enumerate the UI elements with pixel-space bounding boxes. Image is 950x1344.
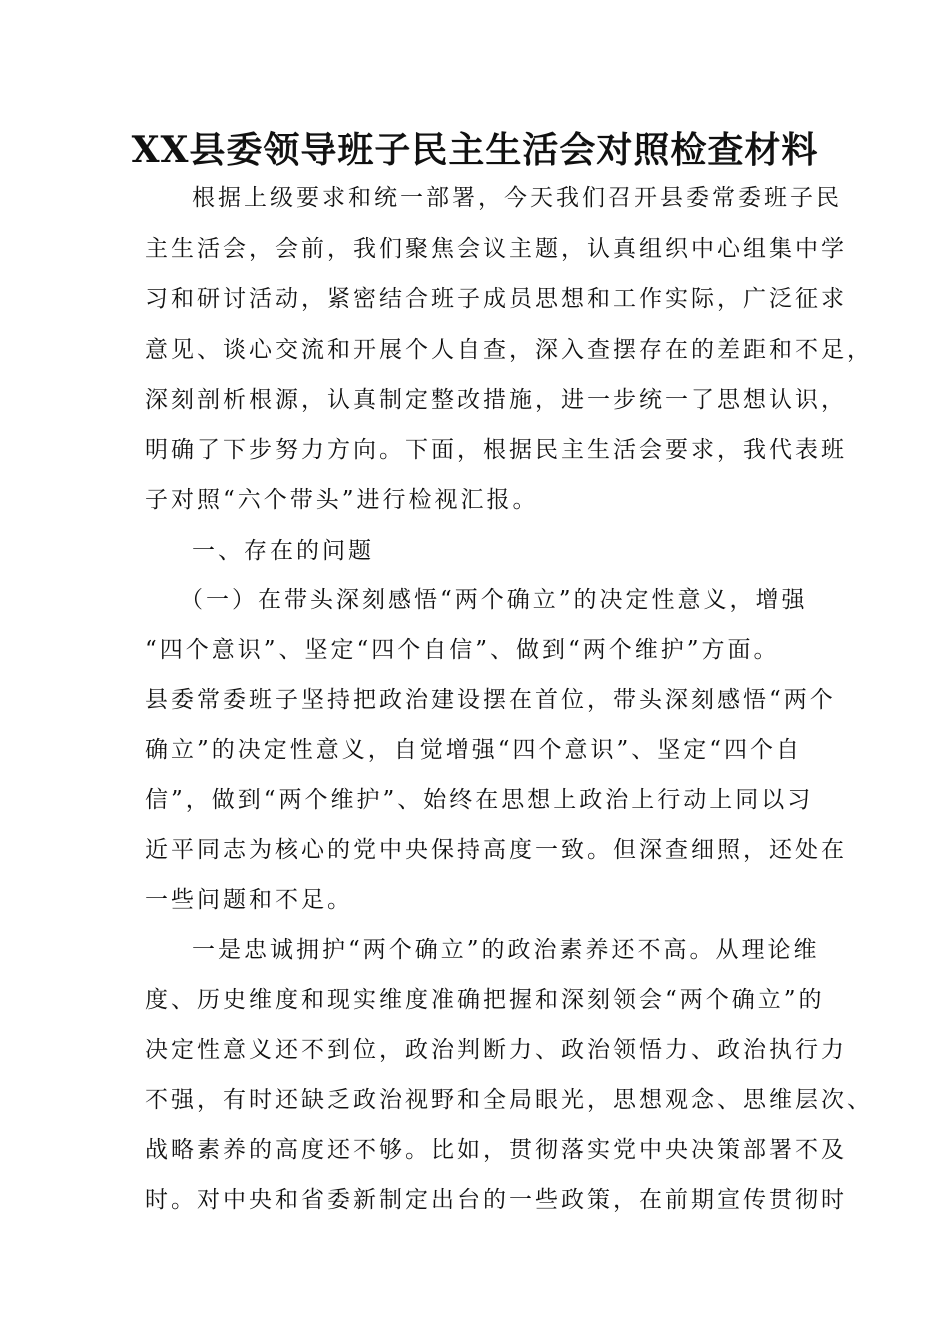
document-title: XX县委领导班子民主生活会对照检查材料 [131,129,819,171]
section-heading: 一、存在的问题 [192,538,374,564]
paragraph-line: 一是忠诚拥护“两个确立”的政治素养还不高。从理论维 [192,937,820,963]
paragraph-line: 习和研讨活动，紧密结合班子成员思想和工作实际，广泛征求 [145,286,847,312]
paragraph-line: 一些问题和不足。 [145,887,353,913]
paragraph-line: 不强，有时还缺乏政治视野和全局眼光，思想观念、思维层次、 [145,1087,873,1113]
paragraph-line: 深刻剖析根源，认真制定整改措施，进一步统一了思想认识， [145,387,847,413]
paragraph-line: 决定性意义还不到位，政治判断力、政治领悟力、政治执行力 [145,1037,847,1063]
paragraph-line: 信”，做到“两个维护”、始终在思想上政治上行动上同以习 [145,787,814,813]
paragraph-line: 县委常委班子坚持把政治建设摆在首位，带头深刻感悟“两个 [145,687,836,713]
paragraph-line: 确立”的决定性意义，自觉增强“四个意识”、坚定“四个自 [145,737,803,763]
paragraph-line: 子对照“六个带头”进行检视汇报。 [145,487,539,513]
paragraph-line: 度、历史维度和现实维度准确把握和深刻领会“两个确立”的 [145,987,825,1013]
paragraph-line: 近平同志为核心的党中央保持高度一致。但深查细照，还处在 [145,837,847,863]
paragraph-line: 战略素养的高度还不够。比如，贯彻落实党中央决策部署不及 [145,1137,847,1163]
paragraph-line: 明确了下步努力方向。下面，根据民主生活会要求，我代表班 [145,437,847,463]
paragraph-line: 根据上级要求和统一部署，今天我们召开县委常委班子民 [192,185,842,211]
paragraph-line: 主生活会，会前，我们聚焦会议主题，认真组织中心组集中学 [145,236,847,262]
paragraph-line: “四个意识”、坚定“四个自信”、做到“两个维护”方面。 [145,637,780,663]
paragraph-line: 意见、谈心交流和开展个人自查，深入查摆存在的差距和不足， [145,337,873,363]
subsection-heading: （一）在带头深刻感悟“两个确立”的决定性意义，增强 [180,587,808,613]
paragraph-line: 时。对中央和省委新制定出台的一些政策，在前期宣传贯彻时 [145,1187,847,1213]
